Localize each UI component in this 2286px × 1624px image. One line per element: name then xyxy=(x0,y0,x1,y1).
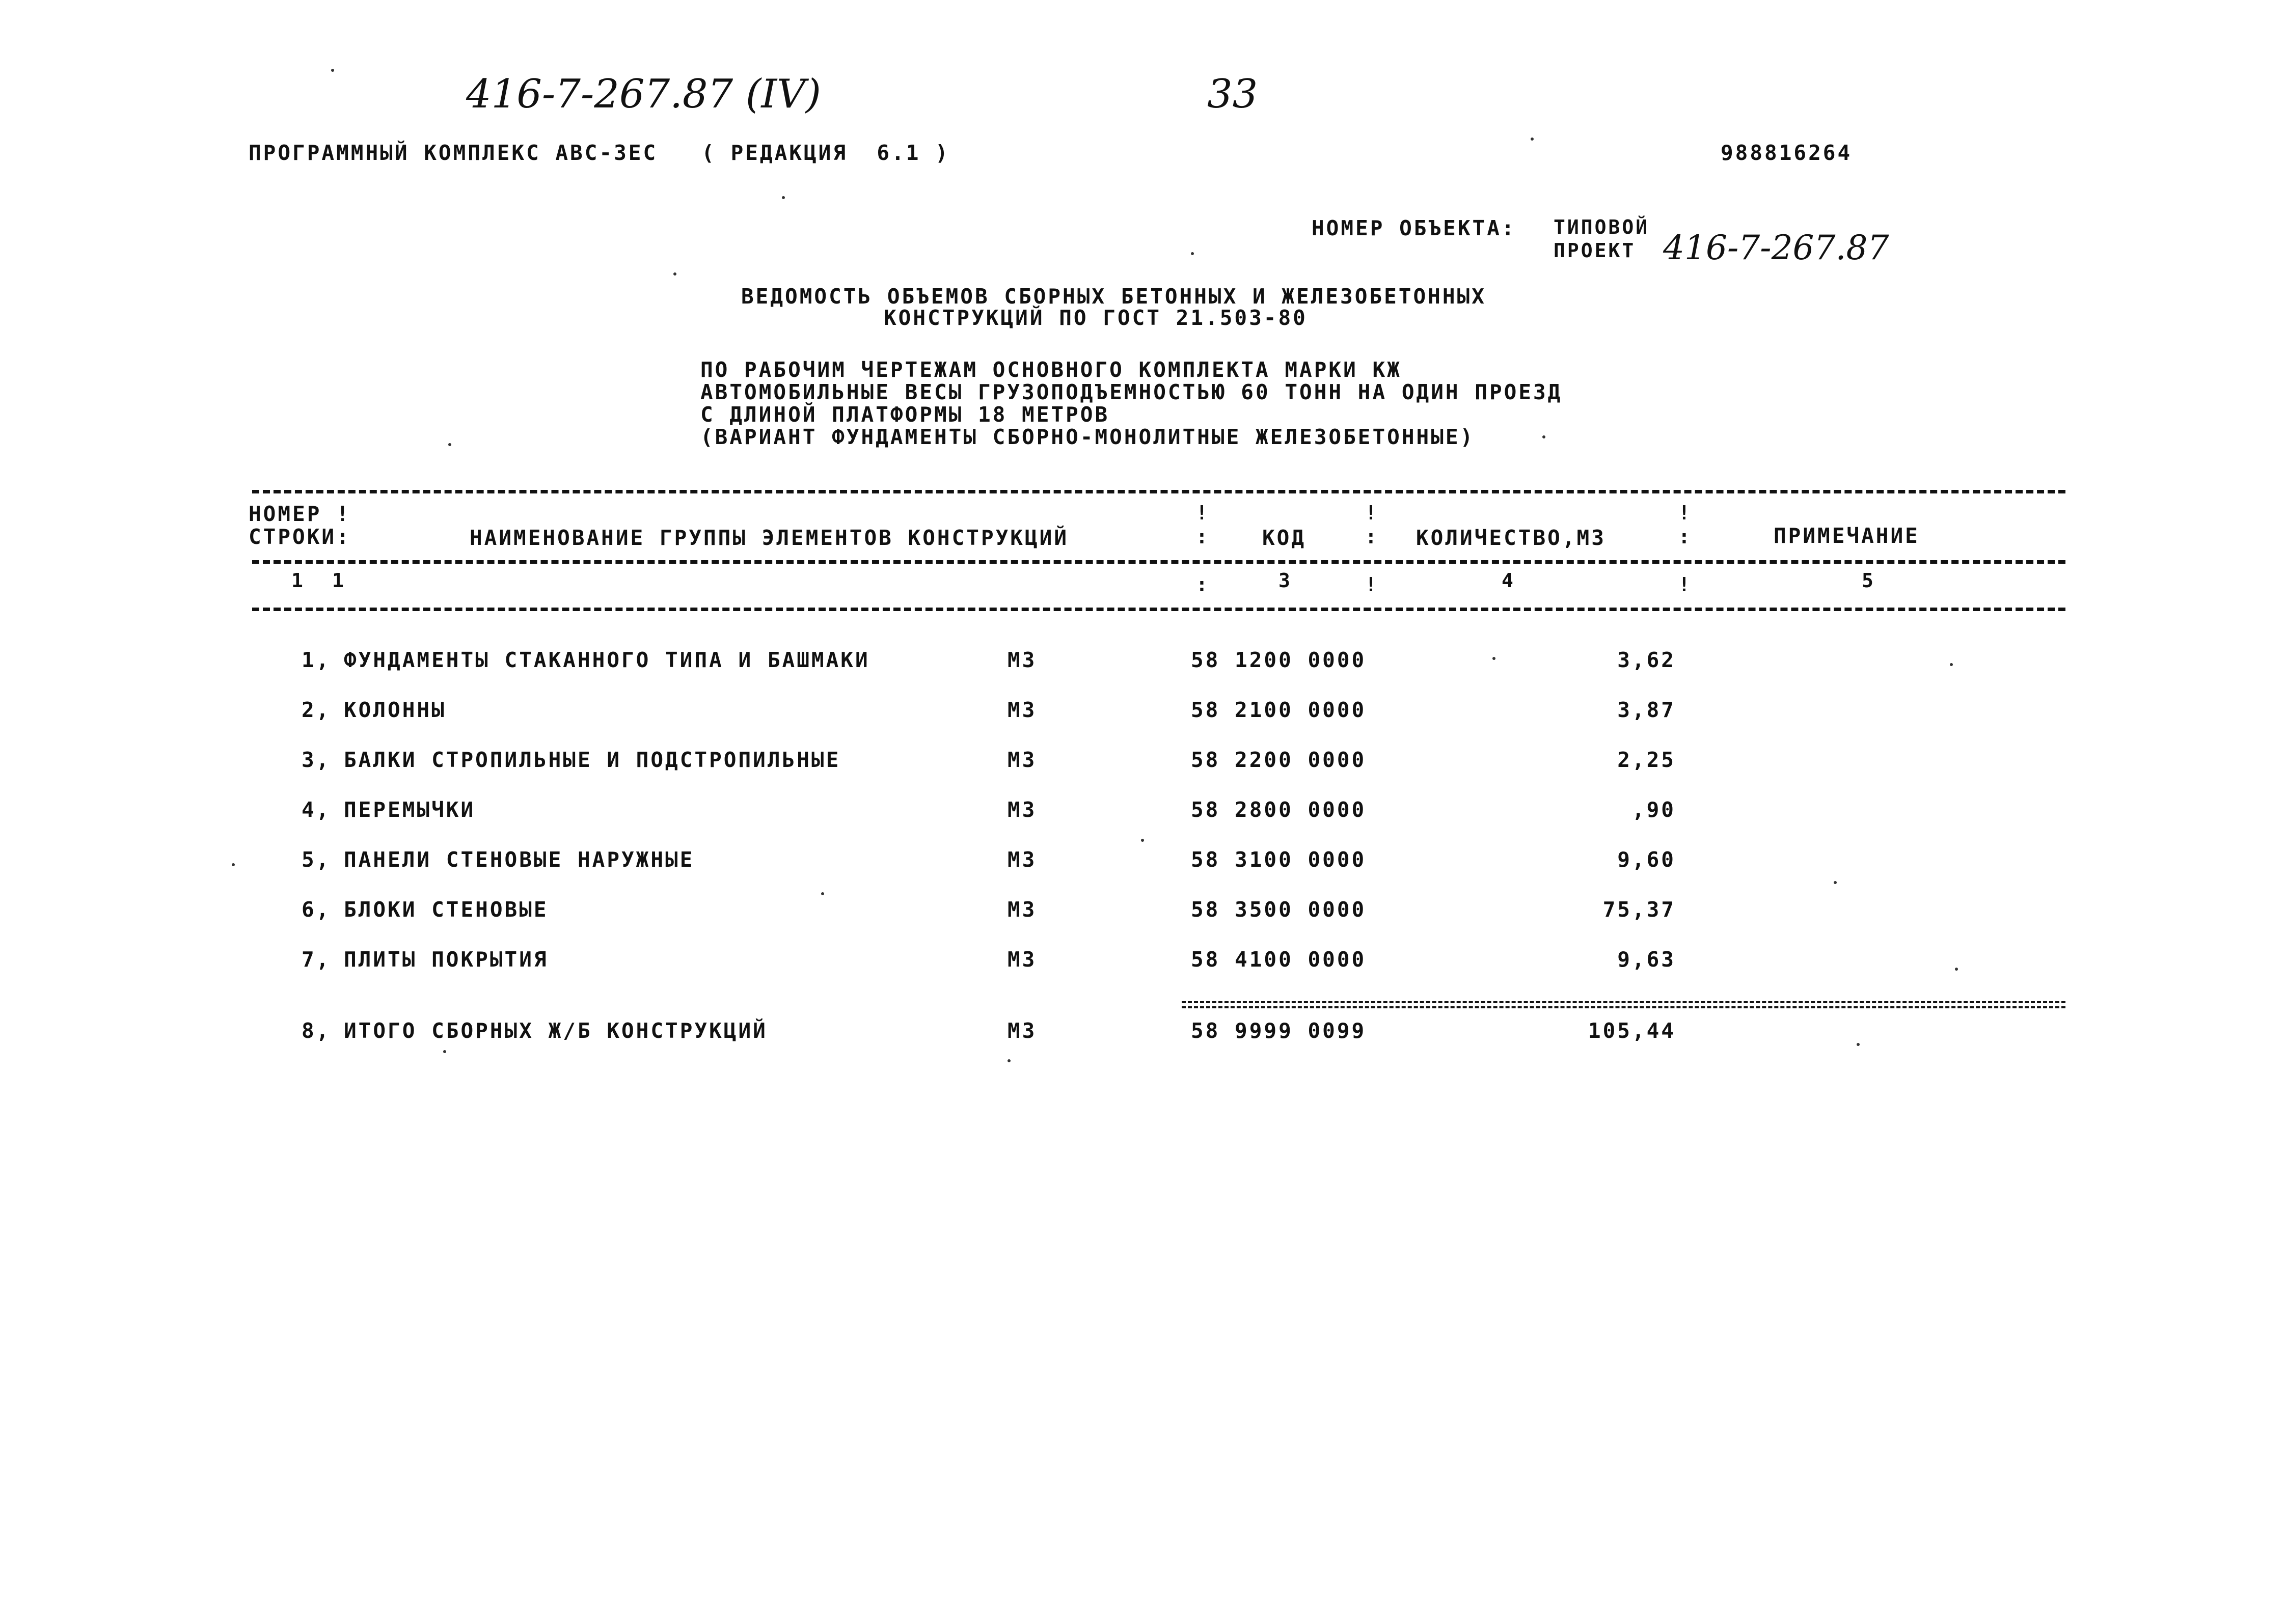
row-code: 58 2200 0000 xyxy=(1191,748,1367,772)
scan-speck xyxy=(1008,1059,1011,1062)
row-name: ФУНДАМЕНТЫ СТАКАННОГО ТИПА И БАШМАКИ xyxy=(344,648,870,672)
subtitle-line2: АВТОМОБИЛЬНЫЕ ВЕСЫ ГРУЗОПОДЪЕМНОСТЬЮ 60 ТОНН НА ОДИН ПРОЕЗД xyxy=(700,380,1563,404)
scan-speck xyxy=(782,196,785,199)
row-unit: М3 xyxy=(1008,897,1037,922)
row-code: 58 3100 0000 xyxy=(1191,847,1367,872)
row-quantity: 75,37 xyxy=(1602,897,1676,922)
scan-speck xyxy=(1191,252,1194,255)
row-quantity: 9,60 xyxy=(1617,847,1676,872)
row-quantity: 3,87 xyxy=(1617,698,1676,722)
table-top-rule xyxy=(252,490,2065,493)
scan-speck xyxy=(1955,968,1958,971)
row-name: БЛОКИ СТЕНОВЫЕ xyxy=(344,897,549,922)
scan-speck xyxy=(1542,435,1545,438)
table-header-rule xyxy=(252,560,2065,564)
object-number-label: НОМЕР ОБЪЕКТА: xyxy=(1312,216,1516,240)
row-number: 1, xyxy=(302,648,331,672)
document-title-line1: ВЕДОМОСТЬ ОБЪЕМОВ СБОРНЫХ БЕТОННЫХ И ЖЕЛЕЗОБЕТОННЫХ xyxy=(741,284,1486,309)
row-quantity: 2,25 xyxy=(1617,748,1676,772)
scan-speck xyxy=(673,272,676,276)
header-separator: ! xyxy=(1365,502,1377,524)
total-row-number: 8, xyxy=(302,1019,331,1043)
row-code: 58 3500 0000 xyxy=(1191,897,1367,922)
header-code: КОД xyxy=(1262,526,1307,550)
row-name: КОЛОННЫ xyxy=(344,698,446,722)
row-name: ПЕРЕМЫЧКИ xyxy=(344,797,476,822)
row-name: БАЛКИ СТРОПИЛЬНЫЕ И ПОДСТРОПИЛЬНЫЕ xyxy=(344,748,841,772)
header-separator: ! xyxy=(1196,502,1208,524)
scan-speck xyxy=(1492,657,1495,660)
header-note: ПРИМЕЧАНИЕ xyxy=(1774,524,1920,548)
subtitle-line3: С ДЛИНОЙ ПЛАТФОРМЫ 18 МЕТРОВ xyxy=(700,402,1110,427)
scan-speck xyxy=(232,863,235,866)
scan-speck xyxy=(1834,881,1837,884)
scan-speck xyxy=(1141,839,1144,842)
row-code: 58 2100 0000 xyxy=(1191,698,1367,722)
document-number: 988816264 xyxy=(1721,141,1853,165)
object-handwritten-code: 416-7-267.87 xyxy=(1663,228,1889,267)
handwritten-project-code: 416-7-267.87 (IV) xyxy=(466,71,821,117)
row-number: 4, xyxy=(302,797,331,822)
colnum-separator: : xyxy=(1196,573,1208,596)
total-row-name: ИТОГО СБОРНЫХ Ж/Б КОНСТРУКЦИЙ xyxy=(344,1019,768,1043)
header-element-name: НАИМЕНОВАНИЕ ГРУППЫ ЭЛЕМЕНТОВ КОНСТРУКЦИЙ xyxy=(470,526,1069,550)
column-number-1: 1 xyxy=(291,569,305,592)
row-unit: М3 xyxy=(1008,947,1037,972)
header-row-number-line2: СТРОКИ: xyxy=(249,525,351,549)
row-number: 3, xyxy=(302,748,331,772)
subtitle-line1: ПО РАБОЧИМ ЧЕРТЕЖАМ ОСНОВНОГО КОМПЛЕКТА МАРКИ КЖ xyxy=(700,357,1402,382)
total-row-code: 58 9999 0099 xyxy=(1191,1019,1367,1043)
scan-speck xyxy=(821,892,824,895)
column-number-2: 1 xyxy=(332,569,346,592)
column-number-5: 5 xyxy=(1862,569,1875,592)
row-code: 58 4100 0000 xyxy=(1191,947,1367,972)
row-unit: М3 xyxy=(1008,847,1037,872)
colnum-separator: ! xyxy=(1678,573,1690,596)
row-number: 6, xyxy=(302,897,331,922)
total-row-unit: М3 xyxy=(1008,1019,1037,1043)
row-number: 5, xyxy=(302,847,331,872)
header-separator: ! xyxy=(1678,502,1690,524)
row-number: 7, xyxy=(302,947,331,972)
colnum-separator: ! xyxy=(1365,573,1377,596)
row-unit: М3 xyxy=(1008,698,1037,722)
object-value-line2: ПРОЕКТ xyxy=(1554,239,1636,262)
header-quantity: КОЛИЧЕСТВО,М3 xyxy=(1416,526,1606,550)
page-number: 33 xyxy=(1207,71,1258,117)
row-quantity: ,90 xyxy=(1631,797,1676,822)
column-number-4: 4 xyxy=(1502,569,1515,592)
row-code: 58 2800 0000 xyxy=(1191,797,1367,822)
row-code: 58 1200 0000 xyxy=(1191,648,1367,672)
row-number: 2, xyxy=(302,698,331,722)
row-name: ПАНЕЛИ СТЕНОВЫЕ НАРУЖНЫЕ xyxy=(344,847,695,872)
total-separator-rule xyxy=(1182,1001,2065,1008)
column-number-3: 3 xyxy=(1278,569,1292,592)
header-separator: : xyxy=(1678,526,1690,548)
scan-speck xyxy=(448,443,451,446)
row-quantity: 3,62 xyxy=(1617,648,1676,672)
scan-speck xyxy=(1531,137,1534,141)
row-unit: М3 xyxy=(1008,748,1037,772)
row-name: ПЛИТЫ ПОКРЫТИЯ xyxy=(344,947,549,972)
row-quantity: 9,63 xyxy=(1617,947,1676,972)
table-colnum-rule xyxy=(252,608,2065,611)
header-separator: : xyxy=(1196,526,1208,548)
scan-speck xyxy=(1857,1043,1860,1046)
scan-speck xyxy=(443,1050,446,1053)
row-unit: М3 xyxy=(1008,648,1037,672)
object-value-line1: ТИПОВОЙ xyxy=(1554,216,1650,238)
subtitle-line4: (ВАРИАНТ ФУНДАМЕНТЫ СБОРНО-МОНОЛИТНЫЕ ЖЕЛЕЗОБЕТОННЫЕ) xyxy=(700,425,1475,449)
row-unit: М3 xyxy=(1008,797,1037,822)
header-row-number-line1: НОМЕР ! xyxy=(249,502,351,526)
header-separator: : xyxy=(1365,526,1377,548)
document-title-line2: КОНСТРУКЦИЙ ПО ГОСТ 21.503-80 xyxy=(884,306,1308,330)
total-row-quantity: 105,44 xyxy=(1588,1019,1676,1043)
scan-speck xyxy=(1950,663,1953,666)
program-title: ПРОГРАММНЫЙ КОМПЛЕКС АВС-3ЕС ( РЕДАКЦИЯ 6.1 ) xyxy=(249,141,950,165)
scan-speck xyxy=(331,69,334,72)
